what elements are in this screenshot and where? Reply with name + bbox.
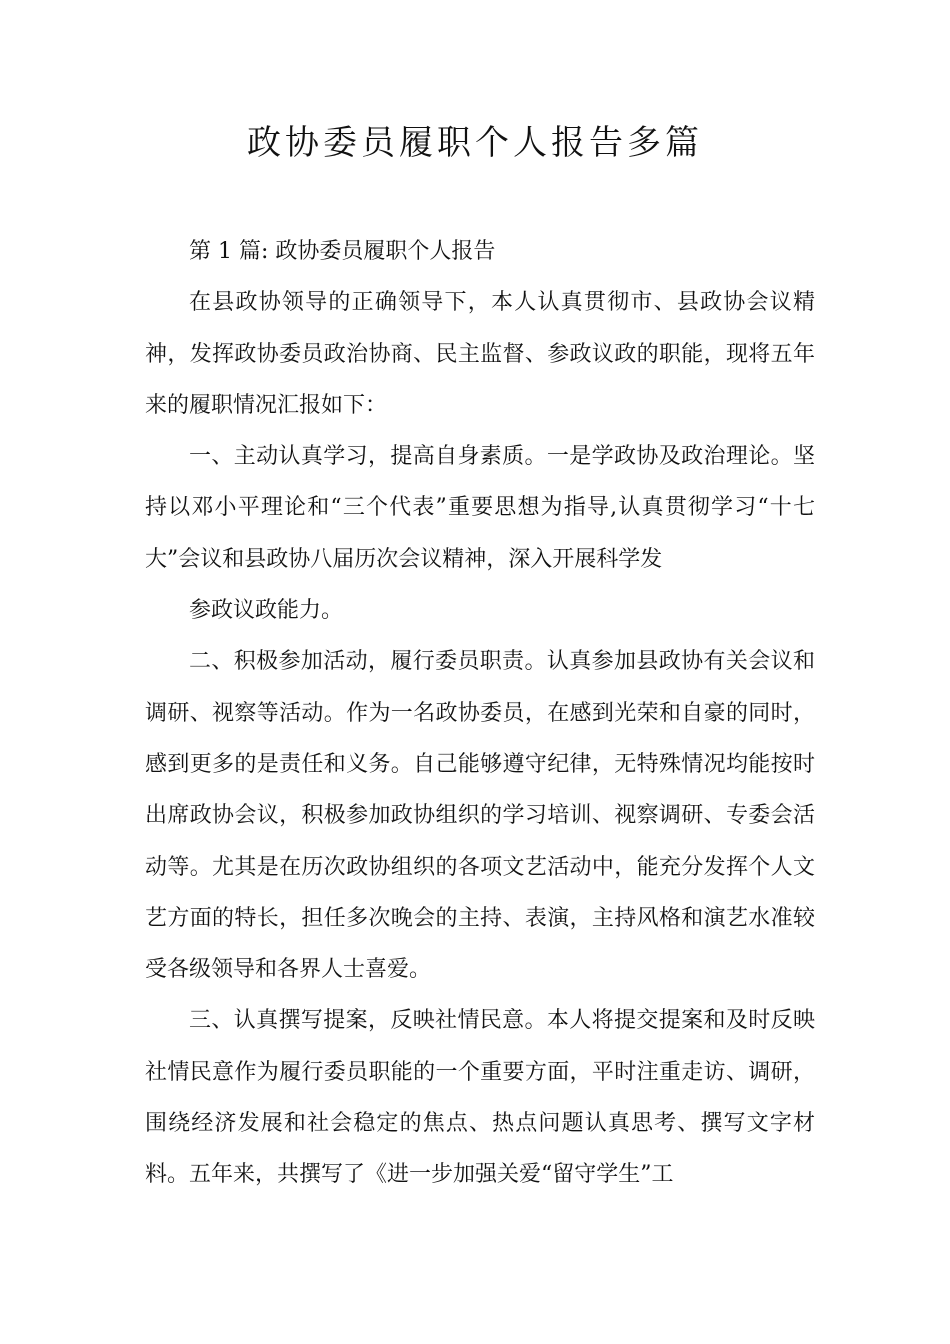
paragraph-intro: 在县政协领导的正确领导下，本人认真贯彻市、县政协会议精神，发挥政协委员政治协商、民主监督、参政议政的职能，现将五年来的履职情况汇报如下：: [145, 290, 815, 418]
paragraph-activities: 二、积极参加活动，履行委员职责。认真参加县政协有关会议和调研、视察等活动。作为一名政协委员，在感到光荣和自豪的同时，感到更多的是责任和义务。自己能够遵守纪律，无特殊情况均能按时出席政协会议，积极参加政协组织的学习培训、视察调研、专委会活动等。尤其是在历次政协组织的各项文艺活动中，能充分发挥个人文艺方面的特长，担任多次晚会的主持、表演，主持风格和演艺水准较受各级领导和各界人士喜爱。: [145, 649, 815, 983]
document-body: [145, 226, 815, 1201]
chapter-heading: 第 1 篇: 政协委员履职个人报告: [189, 239, 496, 264]
document-title: 政协委员履职个人报告多篇: [247, 123, 703, 163]
paragraph-study: 一、主动认真学习，提高自身素质。一是学政协及政治理论。坚持以邓小平理论和“三个代表”重要思想为指导,认真贯彻学习“十七大”会议和县政协八届历次会议精神，深入开展科学发: [145, 444, 815, 572]
paragraph-proposals: 三、认真撰写提案，反映社情民意。本人将提交提案和及时反映社情民意作为履行委员职能的一个重要方面，平时注重走访、调研，围绕经济发展和社会稳定的焦点、热点问题认真思考、撰写文字材料。五年来，共撰写了《进一步加强关爱“留守学生”工: [145, 1008, 815, 1188]
paragraph-fragment: 参政议政能力。: [189, 598, 344, 624]
